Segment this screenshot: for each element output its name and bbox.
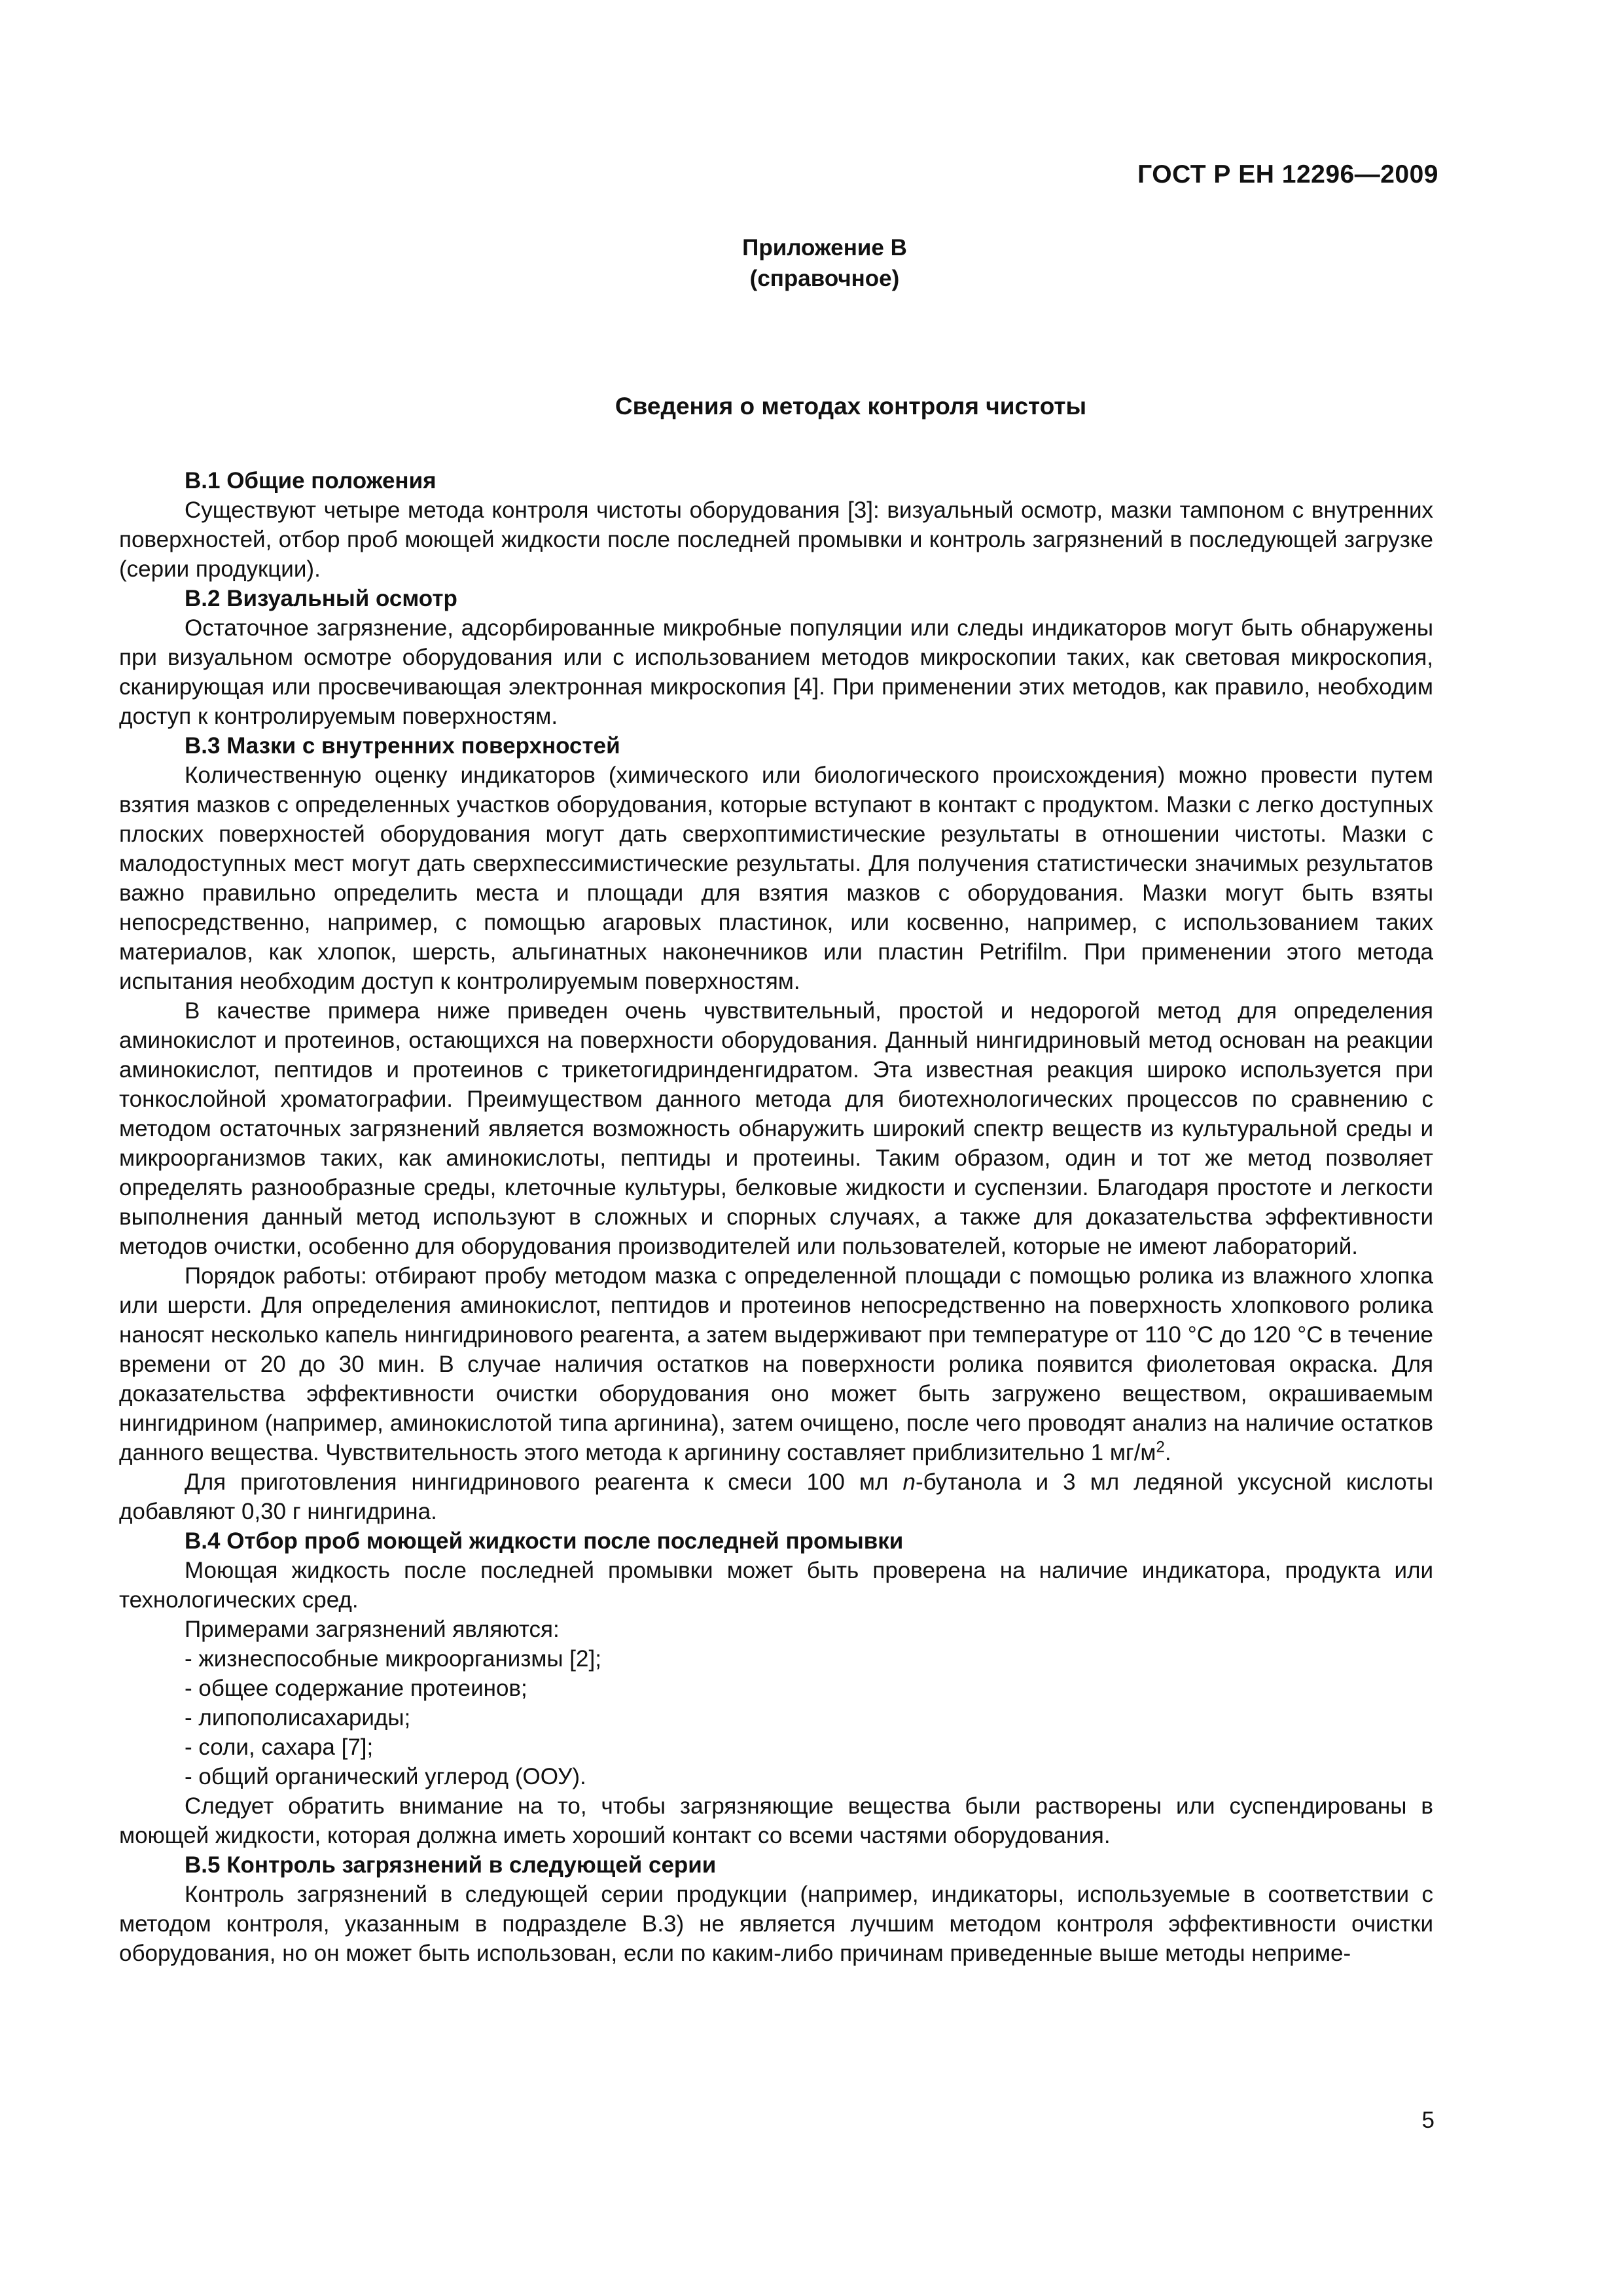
paragraph: В качестве примера ниже приведен очень чувствительный, простой и недорогой метод для определения аминокислот и протеинов, остающихся на поверхности оборудования. Данный нингидриновый метод основан на реакции аминокислот, пептидов и протеинов с трикетогидринденгидратом. Эта известная реакция широко используется при тонкослойной хроматографии. Преимуществом данного метода для биотехнологических процессов по сравнению с методом остаточных загрязнений является возможность обнаружить широкий спектр веществ из культуральной среды и микроорганизмов таких, как аминокислоты, пептиды и протеины. Таким образом, один и тот же метод позволяет определять разнообразные среды, клеточные культуры, белковые жидкости и суспензии. Благодаря простоте и легкости выполнения данный метод используют в сложных и спорных случаях, а также для доказательства эффективности методов очистки, особенно для оборудования производителей или пользователей, которые не имеют лабораторий. bbox=[119, 998, 1433, 1259]
contaminants-list bbox=[119, 1644, 1433, 1791]
list-item: - общий органический углерод (ООУ). bbox=[119, 1762, 1433, 1791]
appendix-kind: (справочное) bbox=[749, 266, 900, 291]
section-heading-b2: В.2 Визуальный осмотр bbox=[185, 586, 457, 611]
paragraph: Следует обратить внимание на то, чтобы загрязняющие вещества были растворены или суспендированы в моющей жидкости, которая должна иметь хороший контакт со всеми частями оборудования. bbox=[119, 1793, 1433, 1848]
paragraph-text: -бутанола и 3 мл ледяной уксусной кислоты добавляют 0,30 г нингидрина. bbox=[119, 1469, 1433, 1524]
paragraph-text: Для приготовления нингидринового реагента к смеси 100 мл bbox=[185, 1469, 903, 1495]
paragraph-text: Порядок работы: отбирают пробу методом мазка с определенной площади с помощью ролика из влажного хлопка или шерсти. Для определения аминокислот, пептидов и протеинов непосредственно на поверхность хлопкового ролика наносят несколько капель нингидринового реагента, а затем выдерживают при температуре от 110 °С до 120 °С в течение времени от 20 до 30 мин. В случае наличия остатков на поверхности ролика появится фиолетовая окраска. Для доказательства эффективности очистки оборудования оно может быть загружено веществом, окрашиваемым нингидрином (например, аминокислотой типа аргинина), затем очищено, после чего проводят анализ на наличие остатков данного вещества. Чувствительность этого метода к аргинину составляет приблизительно 1 мг/м bbox=[119, 1263, 1433, 1465]
appendix-heading bbox=[0, 232, 1623, 294]
list-item: - жизнеспособные микроорганизмы [2]; bbox=[119, 1644, 1433, 1674]
section-heading-b5: В.5 Контроль загрязнений в следующей серии bbox=[185, 1852, 717, 1878]
page-title: Сведения о методах контроля чистоты bbox=[615, 393, 1087, 420]
paragraph: Контроль загрязнений в следующей серии продукции (например, индикаторы, используемые в соответствии с методом контроля, указанным в подразделе В.3) не является лучшим методом контроля эффективности очистки оборудования, но он может быть использован, если по каким-либо причинам приведенные выше методы неприме- bbox=[119, 1882, 1433, 1966]
paragraph-end: . bbox=[1164, 1440, 1171, 1465]
list-item: - соли, сахара [7]; bbox=[119, 1732, 1433, 1762]
paragraph: Примерами загрязнений являются: bbox=[185, 1617, 560, 1642]
italic-text: n bbox=[902, 1469, 916, 1495]
paragraph bbox=[119, 1467, 1433, 1526]
appendix-label: Приложение В bbox=[742, 235, 907, 260]
paragraph: Количественную оценку индикаторов (химического или биологического происхождения) можно провести путем взятия мазков с определенных участков оборудования, которые вступают в контакт с продуктом. Мазки с легко доступных плоских поверхностей оборудования могут дать сверхоптимистические результаты в отношении чистоты. Мазки с малодоступных мест могут дать сверхпессимистические результаты. Для получения статистически значимых результатов важно правильно определить места и площади для взятия мазков с оборудования. Мазки могут быть взяты непосредственно, например, с помощью агаровых пластинок, или косвенно, например, с использованием таких материалов, как хлопок, шерсть, альгинатных наконечников или пластин Petrifilm. При применении этого метода испытания необходим доступ к контролируемым поверхностям. bbox=[119, 762, 1433, 994]
paragraph: Существуют четыре метода контроля чистоты оборудования [3]: визуальный осмотр, мазки тампоном с внутренних поверхностей, отбор проб моющей жидкости после последней промывки и контроль загрязнений в последующей загрузке (серии продукции). bbox=[119, 497, 1433, 582]
paragraph: Моющая жидкость после последней промывки может быть проверена на наличие индикатора, продукта или технологических сред. bbox=[119, 1558, 1433, 1613]
section-heading-b1: В.1 Общие положения bbox=[185, 468, 437, 493]
document-code: ГОСТ Р ЕН 12296—2009 bbox=[1137, 160, 1438, 188]
list-item: - общее содержание протеинов; bbox=[119, 1674, 1433, 1703]
paragraph bbox=[119, 1261, 1433, 1467]
superscript: 2 bbox=[1156, 1438, 1165, 1456]
list-item: - липополисахариды; bbox=[119, 1703, 1433, 1732]
paragraph: Остаточное загрязнение, адсорбированные микробные популяции или следы индикаторов могут быть обнаружены при визуальном осмотре оборудования или с использованием методов микроскопии таких, как световая микроскопия, сканирующая или просвечивающая электронная микроскопия [4]. При применении этих методов, как правило, необходим доступ к контролируемым поверхностям. bbox=[119, 615, 1433, 729]
document-body bbox=[119, 466, 1433, 1968]
page-number: 5 bbox=[1421, 2108, 1435, 2133]
section-heading-b3: В.3 Мазки с внутренних поверхностей bbox=[185, 733, 620, 759]
section-heading-b4: В.4 Отбор проб моющей жидкости после последней промывки bbox=[185, 1528, 904, 1554]
